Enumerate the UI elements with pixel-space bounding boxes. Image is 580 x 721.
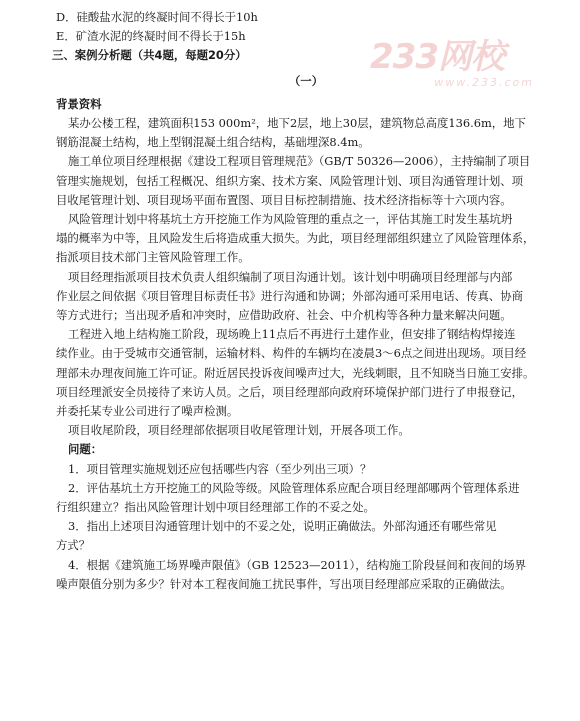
case-number: （一） xyxy=(288,73,324,88)
paragraph-line: 项目收尾阶段，项目经理部依据项目收尾管理计划，开展各项工作。 xyxy=(68,423,410,438)
question-line: 方式？ xyxy=(56,538,91,553)
paragraph-line: 理部未办理夜间施工许可证。附近居民投诉夜间噪声过大，光线刺眼，且不知晓当日施工安排。 xyxy=(56,365,535,380)
paragraph-line: 作业层之间依据《项目管理目标责任书》进行沟通和协调；外部沟通可采用电话、传真、协商 xyxy=(56,288,524,303)
question-line: 1．项目管理实施规划还应包括哪些内容（至少列出三项）？ xyxy=(68,461,372,476)
watermark-main: 233网校 xyxy=(370,37,504,77)
question-line: 3．指出上述项目沟通管理计划中的不妥之处，说明正确做法。外部沟通还有哪些常见 xyxy=(68,519,497,534)
paragraph-line: 管理实施规划，包括工程概况、组织方案、技术方案、风险管理计划、项目沟通管理计划、项 xyxy=(56,173,524,188)
watermark-sub: www.233.com xyxy=(434,76,534,89)
background-text xyxy=(56,114,556,440)
paragraph-line: 等方式进行；当出现矛盾和冲突时，应借助政府、社会、中介机构等各种力量来解决问题。 xyxy=(56,308,512,323)
background-title: 背景资料 xyxy=(56,96,102,111)
paragraph-line: 指派项目技术部门主管风险管理工作。 xyxy=(56,250,250,265)
question-line: 4．根据《建筑施工场界噪声限值》（GB 12523—2011），结构施工阶段昼间和夜间的场界 xyxy=(68,557,527,572)
question-line: 噪声限值分别为多少？针对本工程夜间施工扰民事件，写出项目经理部应采取的正确做法。 xyxy=(56,576,512,591)
section-header: 三、案例分析题（共4题，每题20分） xyxy=(52,48,247,63)
paragraph-line: 某办公楼工程，建筑面积153 000m²，地下2层，地上30层，建筑物总高度136.6m，地下 xyxy=(68,116,526,131)
option-d: D．硅酸盐水泥的终凝时间不得长于10h xyxy=(56,10,258,24)
paragraph-line: 钢筋混凝土结构，地上型钢混凝土组合结构，基础埋深8.4m。 xyxy=(56,135,370,150)
paragraph-line: 续作业。由于受城市交通管制，运输材料、构件的车辆均在凌晨3～6点之间进出现场。项目经 xyxy=(56,346,527,361)
paragraph-line: 目收尾管理计划、项目现场平面布置图、项目目标控制措施、技术经济指标等十六项内容。 xyxy=(56,192,512,207)
paragraph-line: 项目经理派安全员接待了来访人员。之后，项目经理部向政府环境保护部门进行了申报登记， xyxy=(56,384,524,399)
paragraph-line: 项目经理指派项目技术负责人组织编制了项目沟通计划。该计划中明确项目经理部与内部 xyxy=(68,269,513,284)
paragraph-line: 并委托某专业公司进行了噪声检测。 xyxy=(56,404,239,419)
question-line: 2．评估基坑土方开挖施工的风险等级。风险管理体系应配合项目经理部哪两个管理体系进 xyxy=(68,480,520,495)
paragraph-line: 风险管理计划中将基坑土方开挖施工作为风险管理的重点之一，评估其施工时发生基坑坍 xyxy=(68,212,513,227)
question-list xyxy=(56,460,556,594)
paragraph-line: 施工单位项目经理根据《建设工程项目管理规范》（GB/T 50326—2006），主持编制了项目 xyxy=(68,154,531,169)
paragraph-line: 工程进入地上结构施工阶段，现场晚上11点后不再进行土建作业，但安排了钢结构焊接连 xyxy=(68,327,516,342)
questions-title: 问题： xyxy=(68,442,103,457)
option-e: E．矿渣水泥的终凝时间不得长于15h xyxy=(56,29,246,44)
question-line: 行组织建立？指出风险管理计划中项目经理部工作的不妥之处。 xyxy=(56,500,375,515)
paragraph-line: 塌的概率为中等，且风险发生后将造成重大损失。为此，项目经理部组织建立了风险管理体系， xyxy=(56,231,535,246)
